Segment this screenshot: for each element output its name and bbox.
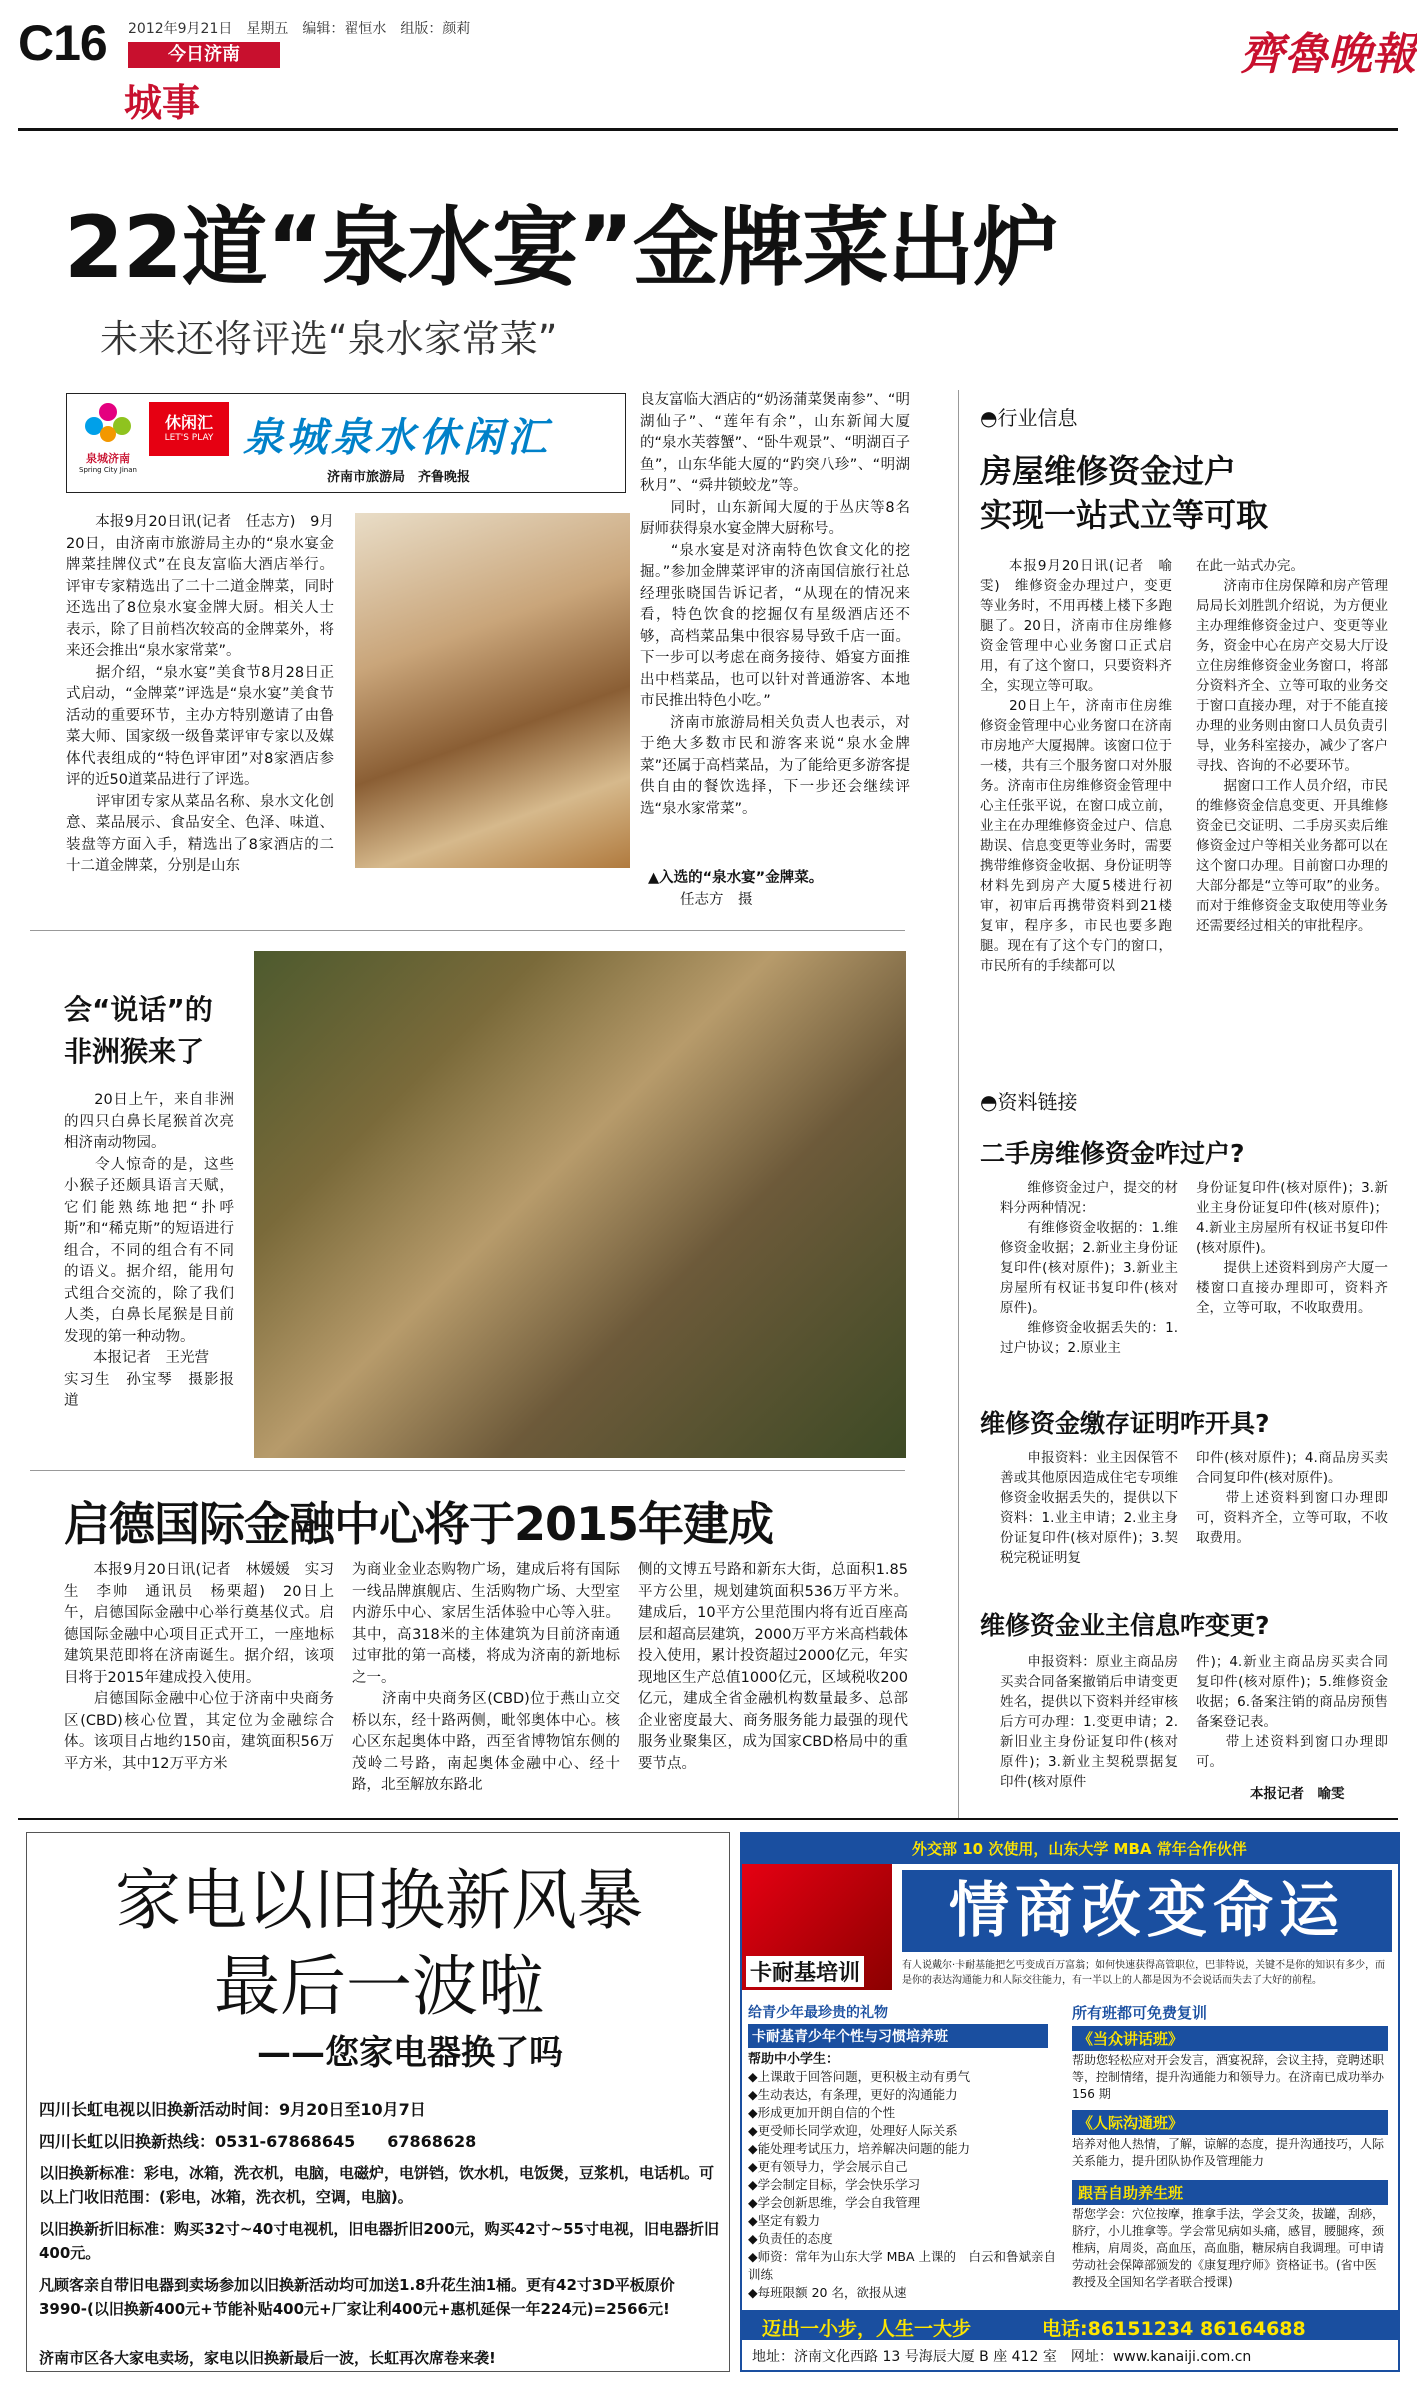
photo-credit: 任志方 摄 [680, 892, 753, 908]
ad-line-4: 以旧换新折旧标准：购买32寸~40寸电视机，旧电器折旧200元，购买42寸~55寸电视，旧电器折旧400元。 [39, 2220, 719, 2262]
banner-title: 泉城泉水休闲汇 [243, 414, 551, 461]
teen-benefit-item: ◆学会制定目标，学会快乐学习 [748, 2177, 921, 2192]
links-kicker: ◓资料链接 [980, 1090, 1078, 1114]
q3-heading: 维修资金业主信息咋变更? [980, 1611, 1270, 1640]
ad-slogan: 迈出一小步，人生一大步 [762, 2318, 972, 2340]
ad-headline-1: 家电以旧换新风暴 [115, 1862, 643, 1939]
brand-label-en: Spring City Jinan [79, 466, 137, 474]
teen-benefit-item: ◆上课敢于回答问题，更积极主动有勇气 [748, 2069, 971, 2084]
ad-brand: 卡耐基培训 [746, 1956, 864, 1987]
ad-top-line: 外交部 10 次使用，山东大学 MBA 常年合作伙伴 [912, 1840, 1247, 1858]
event-banner [66, 393, 626, 493]
ad-phone: 电话:86151234 86164688 [1042, 2318, 1306, 2340]
section-title: 城事 [124, 81, 201, 125]
paper-logo: 齊魯晚報 [1240, 29, 1416, 80]
leisure-tag [149, 402, 229, 456]
teen-benefit-item: ◆坚定有毅力 [748, 2213, 821, 2228]
teen-benefit-item: ◆更受师长同学欢迎，处理好人际关系 [748, 2123, 958, 2138]
finance-col1: 本报9月20日讯(记者 林媛媛 实习生 李帅 通讯员 杨栗超) 20日上午，启德国际金融中心举行奠基仪式。启德国际金融中心项目正式开工，一座地标建筑果范即将在济南诞生。据介绍，该项目将于2015年建成投入使用。 启德国际金融中心位于济南中央商务区(CBD)核心位置，其定位为金融综合体。该项目占地约150亩，建筑面积56万平方米，其中12万平方米 [64, 1562, 334, 1772]
masthead [0, 0, 1417, 135]
course2-title: 《人际沟通班》 [1072, 2110, 1388, 2135]
ad-headline-3: ——您家电器换了吗 [257, 2033, 563, 2073]
finance-headline: 启德国际金融中心将于2015年建成 [64, 1497, 774, 1551]
monkey-photo [254, 951, 906, 1458]
q3-col1: 申报资料：原业主商品房买卖合同备案撤销后申请变更姓名，提供以下资料并经审核后方可办理：1.变更申请；2.新旧业主身份证复印件(核对原件)；3.新业主契税票据复印件(核对原件 [1000, 1654, 1178, 1790]
appliance-ad [26, 1832, 730, 2372]
dishes-photo [355, 513, 630, 868]
teen-benefit-item: ◆生动表达，有条理，更好的沟通能力 [748, 2087, 958, 2102]
q1-col1: 维修资金过户，提交的材料分两种情况： 有维修资金收据的：1.维修资金收据；2.新业主身份证复印件(核对原件)；3.新业主房屋所有权证书复印件(核对原件)。 维修资金收据丢失的：1.过户协议；2.原业主 [1000, 1180, 1178, 1356]
housing-col1: 本报9月20日讯(记者 喻雯) 维修资金办理过户，变更等业务时，不用再楼上楼下多跑腿了。20日，济南市住房维修资金管理中心业务窗口正式启用，有了这个窗口，只要资料齐全，实现立等可取。 20日上午，济南市住房维修资金管理中心业务窗口在济南市房地产大厦揭牌。该窗口位于一楼，共有三个服务窗口对外服务。济南市住房维修资金管理中心主任张平说，在窗口成立前，业主在办理维修资金过户、信息勘误、信息变更等业务时，需要携带维修资金收据、身份证明等材料先到房产大厦5楼进行初审，初审后再携带资料到21楼复审，程序多，市民也要多跑腿。现在有了这个专门的窗口，市民所有的手续都可以 [980, 558, 1172, 974]
q1-heading: 二手房维修资金咋过户? [980, 1139, 1245, 1168]
q1-col2: 身份证复印件(核对原件)；3.新业主身份证复印件(核对原件)；4.新业主房屋所有权证书复印件(核对原件)。 提供上述资料到房产大厦一楼窗口直接办理即可，资料齐全，立等可取，不收取费用。 [1196, 1180, 1388, 1316]
leisure-tag-label: 休闲汇 [164, 413, 213, 432]
ad-intro: 有人说戴尔·卡耐基能把乞丐变成百万富翁；如何快速获得高管职位，巴菲特说，关键不是你的知识有多少，而是你的表达沟通能力和人际交往能力，有一半以上的人都是因为不会说话而失去了大好的前程。 [902, 1960, 1386, 1986]
teen-benefit-item: ◆形成更加开朗自信的个性 [748, 2105, 896, 2120]
column-rule-2 [30, 1470, 905, 1471]
housing-col2: 在此一站式办完。 济南市住房保障和房产管理局局长刘胜凯介绍说，为方便业主办理维修资金过户、变更等业务，资金中心在房产交易大厅设立住房维修资金业务窗口，将部分资料齐全、立等可取的业务交于窗口直接办理，对于不能直接办理的业务则由窗口人员负责引导，业务科室接办，减少了客户寻找、咨询的不必要环节。 据窗口工作人员介绍，市民的维修资金信息变更、开具维修资金已交证明、二手房买卖后维修资金过户等相关业务都可以在这个窗口办理。目前窗口办理的大部分都是“立等可取”的业务。而对于维修资金支取使用等业务还需要经过相关的审批程序。 [1196, 558, 1388, 934]
ad-line-5: 凡顾客亲自带旧电器到卖场参加以旧换新活动均可加送1.8升花生油1桶。更有42寸3D平板原价3990-(以旧换新400元+节能补贴400元+厂家让利400元+惠机延保一年224元)=2566元! [39, 2276, 675, 2318]
leisure-tag-en: LET'S PLAY [164, 433, 214, 443]
teen-benefit-item: ◆更有领导力，学会展示自己 [748, 2159, 908, 2174]
finance-col3: 侧的文博五号路和新东大街，总面积1.85平方公里，规划建筑面积536万平方米。建成后，10平方公里范围内将有近百座高层和超高层建筑，2000万平方米高档载体投入使用，累计投资超过2000亿元，年实现地区生产总值1000亿元，区域税收200亿元，建成全省金融机构数量最多、总部企业密度最大、商务服务能力最强的现代服务业聚集区，成为国家CBD格局中的重要节点。 [638, 1562, 908, 1772]
teen-title: 卡耐基青少年个性与习惯培养班 [748, 2024, 1048, 2048]
lead-col2: 良友富临大酒店的“奶汤蒲菜煲南参”、“明湖仙子”、“莲年有余”，山东新闻大厦的“泉水芙蓉蟹”、“卧牛观景”、“明湖百子鱼”，山东华能大厦的“趵突八珍”、“明湖秋月”、“舜井锁蛟龙”等。 同时，山东新闻大厦的于丛庆等8名厨师获得泉水宴金牌大厨称号。 “泉水宴是对济南特色饮食文化的挖掘。”参加金牌菜评审的济南国信旅行社总经理张晓国告诉记者，“从现在的情况来看，特色饮食的挖掘仅有星级酒店还不够，高档菜品集中很容易导致千店一面。下一步可以考虑在商务接待、婚宴方面推出中档菜品，也可以针对普通游客、本地市民推出特色小吃。” 济南市旅游局相关负责人也表示，对于绝大多数市民和游客来说“泉水金牌菜”还属于高档菜品，为了能给更多游客提供自由的餐饮选择，下一步还会继续评选“泉水家常菜”。 [640, 392, 910, 817]
banner-org: 济南市旅游局 齐鲁晚报 [327, 470, 471, 485]
training-ad [740, 1832, 1400, 2372]
teen-benefit-item: ◆能处理考试压力，培养解决问题的能力 [748, 2141, 971, 2156]
lead-headline: 22道“泉水宴”金牌菜出炉 [64, 198, 1058, 298]
teen-benefit-item: ◆负责任的态度 [748, 2231, 833, 2246]
ad-headline-2: 最后一波啦 [214, 1948, 544, 2025]
column-rule [30, 930, 905, 931]
brand-label: 泉城济南 [86, 452, 130, 465]
free-retrain: 所有班都可免费复训 [1072, 2004, 1208, 2022]
teen-benefit-item: ◆每班限额 20 名，欲报从速 [748, 2285, 907, 2300]
ads-rule [18, 1818, 1398, 1820]
photo-caption: ▲入选的“泉水宴”金牌菜。 [648, 870, 824, 886]
q2-col2: 印件(核对原件)；4.商品房买卖合同复印件(核对原件)。 带上述资料到窗口办理即可，资料齐全，立等可取，不收取费用。 [1196, 1450, 1388, 1546]
q2-col1: 申报资料：业主因保管不善或其他原因造成住宅专项维修资金收据丢失的，提供以下资料：1.业主申请；2.业主身份证复印件(核对原件)；3.契税完税证明复 [1000, 1450, 1178, 1566]
finance-col2: 为商业金业态购物广场，建成后将有国际一线品牌旗舰店、生活购物广场、大型室内游乐中心、家居生活体验中心等入驻。其中，高318米的主体建筑为目前济南通过审批的第一高楼，将成为济南的新地标之一。 济南中央商务区(CBD)位于燕山立交桥以东，经十路两侧，毗邻奥体中心。核心区东起奥体中路，西至省博物馆东侧的茂岭二号路，南起奥体金融中心、经十路，北至解放东路北 [352, 1562, 620, 1793]
ad-line-3: 以旧换新标准：彩电，冰箱，洗衣机，电脑，电磁炉，电饼铛，饮水机，电饭煲，豆浆机，电话机。可以上门收旧范围：(彩电，冰箱，洗衣机，空调，电脑)。 [39, 2164, 715, 2206]
vertical-rule [958, 390, 959, 1820]
masthead-rule [18, 128, 1398, 131]
course3-title: 跟吾自助养生班 [1072, 2180, 1388, 2205]
monkey-headline-1: 会“说话”的 [64, 993, 213, 1026]
teen-for: 帮助中小学生： [748, 2052, 840, 2067]
ad-line-6: 济南市区各大家电卖场，家电以旧换新最后一波，长虹再次席卷来袭! [39, 2349, 496, 2367]
teen-benefits-list [748, 2068, 1058, 2302]
flower-icon [80, 400, 136, 446]
teen-benefit-item: ◆学会创新思维，学会自我管理 [748, 2195, 921, 2210]
spring-city-logo [73, 400, 143, 486]
monkey-headline-2: 非洲猴来了 [64, 1035, 205, 1068]
q2-heading: 维修资金缴存证明咋开具? [980, 1409, 1270, 1438]
ad-line-2: 四川长虹以旧换新热线：0531-67868645 67868628 [39, 2132, 477, 2151]
ad-gift: 给青少年最珍贵的礼物 [748, 2005, 888, 2021]
lead-subheadline: 未来还将评选“泉水家常菜” [100, 317, 558, 361]
industry-kicker: ◓行业信息 [980, 406, 1078, 430]
housing-headline-1: 房屋维修资金过户 [980, 452, 1237, 490]
course1-body: 帮助您轻松应对开会发言，酒宴祝辞，会议主持，竞聘述职等，控制情绪，提升沟通能力和领导力。在济南已成功举办 156 期 [1072, 2053, 1385, 2101]
date-line: 2012年9月21日 星期五 编辑：翟恒水 组版：颜莉 [128, 21, 471, 37]
links-byline: 本报记者 喻雯 [1250, 1786, 1345, 1802]
ad-title: 情商改变命运 [902, 1870, 1392, 1952]
monkey-body: 20日上午，来自非洲的四只白鼻长尾猴首次亮相济南动物园。 令人惊奇的是，这些小猴子还颇具语言天赋，它们能熟练地把“扑呼斯”和“稀克斯”的短语进行组合，不同的组合有不同的语义。据介绍，能用句式组合交流的，除了我们人类，白鼻长尾猴是目前发现的第一种动物。 本报记者 王光营 实习生 孙宝琴 摄影报道 [64, 1092, 234, 1409]
section-tag: 今日济南 [128, 42, 280, 68]
ad-line-1: 四川长虹电视以旧换新活动时间：9月20日至10月7日 [39, 2100, 426, 2119]
q3-col2: 件)；4.新业主商品房买卖合同复印件(核对原件)；5.维修资金收据；6.备案注销的商品房预售备案登记表。 带上述资料到窗口办理即可。 [1196, 1654, 1388, 1770]
course1-title: 《当众讲话班》 [1072, 2026, 1388, 2051]
course2-body: 培养对他人热情，了解，谅解的态度，提升沟通技巧，人际关系能力，提升团队协作及管理能力 [1072, 2137, 1385, 2168]
course3-body: 帮您学会：穴位按摩，推拿手法，学会艾灸，拔罐，刮痧，脐疗，小儿推拿等。学会常见病如头痛，感冒，腰腿疼，颈椎病，肩周炎，高血压，高血脂，糖尿病自我调理。可申请劳动社会保障部颁发的《康复理疗师》资格证书。(省中医教授及全国知名学者联合授课) [1072, 2207, 1385, 2289]
teen-benefit-item: ◆师资：常年为山东大学 MBA 上课的 白云和鲁斌亲自训练 [748, 2249, 1056, 2282]
ad-address: 地址：济南文化西路 13 号海辰大厦 B 座 412 室 网址：www.kanaiji.com.cn [752, 2349, 1252, 2365]
housing-headline-2: 实现一站式立等可取 [980, 496, 1269, 534]
page-number: C16 [18, 15, 107, 71]
lead-col1: 本报9月20日讯(记者 任志方) 9月20日，由济南市旅游局主办的“泉水宴金牌菜挂牌仪式”在良友富临大酒店举行。评审专家精选出了二十二道金牌菜，同时还选出了8位泉水宴金牌大厨。相关人士表示，除了目前档次较高的金牌菜外，将来还会推出“泉水家常菜”。 据介绍，“泉水宴”美食节8月28日正式启动，“金牌菜”评选是“泉水宴”美食节活动的重要环节，主办方特别邀请了由鲁菜大师、国家级一级鲁菜评审专家以及媒体代表组成的“特色评审团”对8家酒店参评的近50道菜品进行了评选。 评审团专家从菜品名称、泉水文化创意、菜品展示、食品安全、色泽、味道、装盘等方面入手，精选出了8家酒店的二十二道金牌菜，分别是山东 [66, 514, 334, 874]
